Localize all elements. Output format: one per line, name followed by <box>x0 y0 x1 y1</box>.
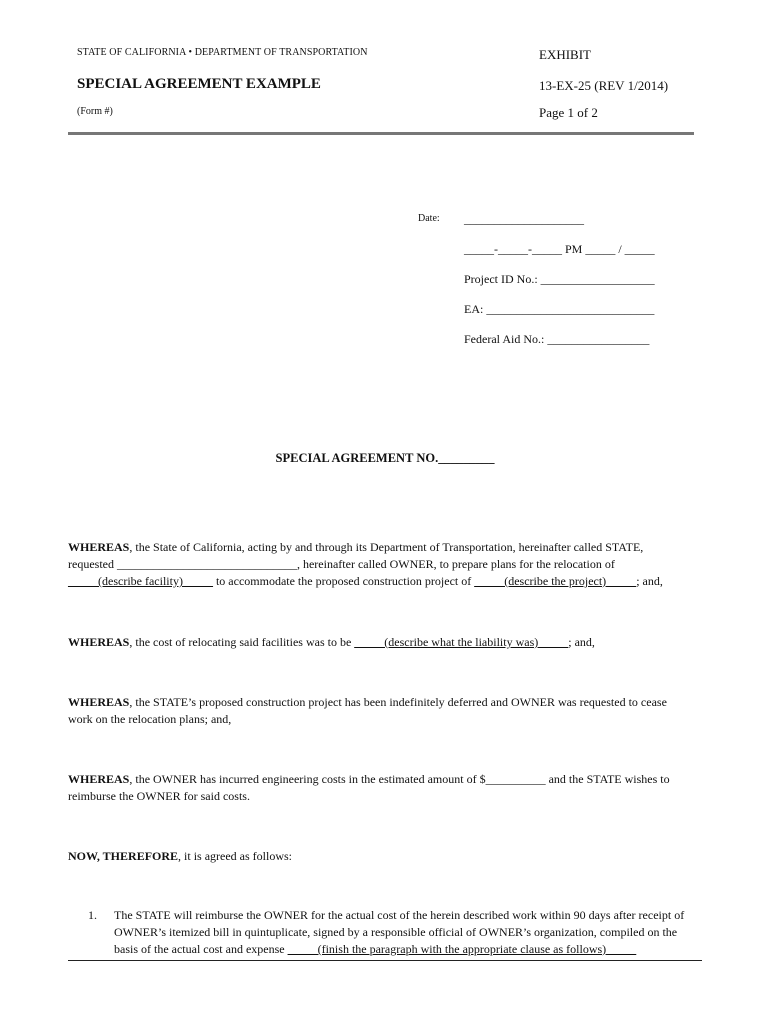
footer-divider <box>68 960 702 961</box>
whereas-paragraph-1 <box>68 539 708 590</box>
paragraph-text: , the State of California, acting by and through its Department of Transportation, hereinafter called STATE, <box>129 540 644 554</box>
paragraph-text: to accommodate the proposed construction project of <box>212 574 475 588</box>
paragraph-text: , the STATE’s proposed construction project has been indefinitely deferred and OWNER was requested to cease <box>129 695 667 709</box>
now-therefore-paragraph <box>68 848 708 865</box>
page-title: SPECIAL AGREEMENT EXAMPLE <box>77 76 321 92</box>
liability-blank[interactable]: _____(describe what the liability was)_____ <box>354 635 569 649</box>
whereas-lead: WHEREAS <box>68 635 130 649</box>
whereas-lead: WHEREAS <box>68 540 130 554</box>
date-field[interactable]: ____________________ <box>464 212 584 226</box>
list-item-number: 1. <box>88 908 97 922</box>
paragraph-text: reimburse the OWNER for said costs. <box>68 789 250 803</box>
paragraph-text: work on the relocation plans; and, <box>68 712 232 726</box>
page-indicator: Page 1 of 2 <box>539 105 598 120</box>
list-item-text: The STATE will reimburse the OWNER for the actual cost of the herein described work within 90 days after receipt of <box>114 908 685 922</box>
paragraph-text: ; and, <box>636 574 663 588</box>
whereas-lead: WHEREAS <box>68 695 130 709</box>
form-number: 13-EX-25 (REV 1/2014) <box>539 78 669 93</box>
whereas-paragraph-2 <box>68 634 708 651</box>
date-label: Date: <box>418 213 440 224</box>
paragraph-text: ; and, <box>568 635 595 649</box>
facility-blank[interactable]: _____(describe facility)_____ <box>68 574 213 588</box>
header-divider <box>68 132 694 135</box>
whereas-paragraph-3 <box>68 694 708 728</box>
now-therefore-lead: NOW, THEREFORE <box>68 849 179 863</box>
paragraph-text: , the OWNER has incurred engineering costs in the estimated amount of $__________ and the STATE wishes to <box>129 772 670 786</box>
project-blank[interactable]: _____(describe the project)_____ <box>474 574 637 588</box>
agency-name: STATE OF CALIFORNIA • DEPARTMENT OF TRANSPORTATION <box>77 47 368 58</box>
whereas-lead: WHEREAS <box>68 772 130 786</box>
clause-blank[interactable]: _____(finish the paragraph with the appropriate clause as follows)_____ <box>287 942 637 956</box>
exhibit-label: EXHIBIT <box>539 47 591 62</box>
project-id-field[interactable]: Project ID No.: ___________________ <box>464 272 655 286</box>
agreement-number-heading: SPECIAL AGREEMENT NO._________ <box>275 451 495 465</box>
ea-field[interactable]: EA: ____________________________ <box>464 302 655 316</box>
form-hash: (Form #) <box>77 106 113 117</box>
list-item-text: OWNER’s itemized bill in quintuplicate, signed by a responsible official of OWNER’s organization, compiled on the <box>114 925 678 939</box>
list-item-text: basis of the actual cost and expense <box>114 942 288 956</box>
whereas-paragraph-4 <box>68 771 708 805</box>
location-field[interactable]: _____-_____-_____ PM _____ / _____ <box>464 242 655 256</box>
paragraph-text: requested ______________________________, hereinafter called OWNER, to prepare plans for the relocation of <box>68 557 615 571</box>
federal-aid-field[interactable]: Federal Aid No.: _________________ <box>464 332 650 346</box>
paragraph-text: , the cost of relocating said facilities was to be <box>129 635 355 649</box>
paragraph-text: , it is agreed as follows: <box>178 849 293 863</box>
